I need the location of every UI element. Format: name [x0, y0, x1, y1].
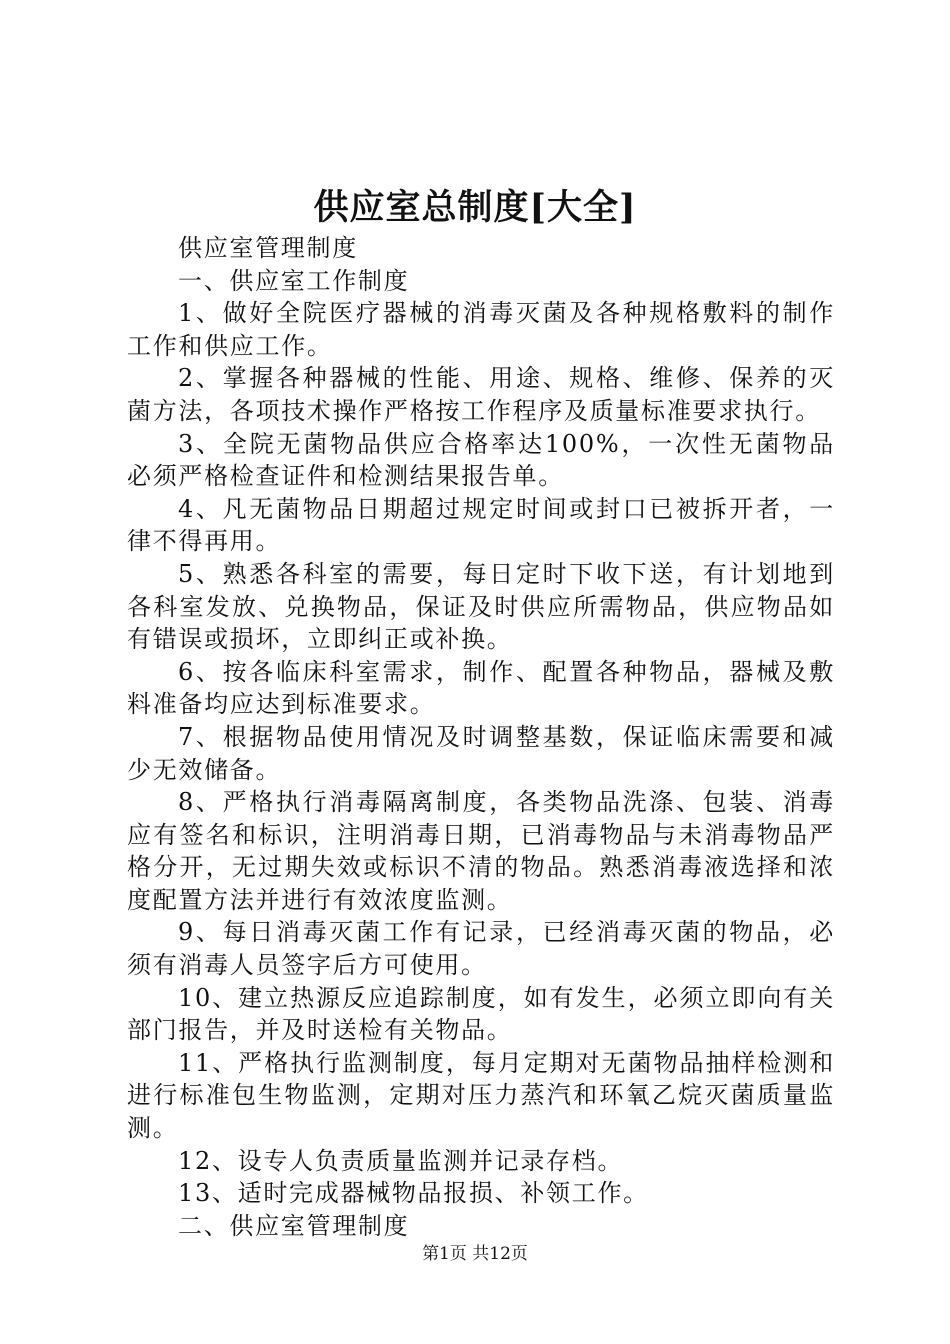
rule-item-11: 11、严格执行监测制度，每月定期对无菌物品抽样检测和进行标准包生物监测，定期对压力蒸汽和环氧乙烷灭菌质量监测。	[127, 1048, 835, 1143]
rule-item-2: 2、掌握各种器械的性能、用途、规格、维修、保养的灭菌方法，各项技术操作严格按工作程序及质量标准要求执行。	[127, 364, 835, 425]
section-heading-1: 一、供应室工作制度	[178, 266, 410, 295]
rule-item-6: 6、按各临床科室需求，制作、配置各种物品，器械及敷料准备均应达到标准要求。	[127, 657, 835, 719]
subtitle-paragraph: 供应室管理制度	[178, 234, 358, 262]
rule-item-5: 5、熟悉各科室的需要，每日定时下收下送，有计划地到各科室发放、兑换物品，保证及时供应所需物品，供应物品如有错误或损坏，立即纠正或补换。	[127, 559, 835, 654]
rule-item-3: 3、全院无菌物品供应合格率达100%，一次性无菌物品必须严格检查证件和检测结果报告单。	[127, 429, 835, 491]
rule-item-8: 8、严格执行消毒隔离制度，各类物品洗涤、包装、消毒应有签名和标识，注明消毒日期，已消毒物品与未消毒物品严格分开，无过期失效或标识不清的物品。熟悉消毒液选择和浓度配置方法并进行有效浓度监测。	[127, 788, 835, 914]
rule-item-9: 9、每日消毒灭菌工作有记录，已经消毒灭菌的物品，必须有消毒人员签字后方可使用。	[127, 918, 835, 980]
rule-item-10: 10、建立热源反应追踪制度，如有发生，必须立即向有关部门报告，并及时送检有关物品。	[127, 983, 835, 1045]
section-heading-2: 二、供应室管理制度	[178, 1211, 410, 1240]
page-number-footer: 第1页 共12页	[422, 1244, 528, 1264]
rule-item-7: 7、根据物品使用情况及时调整基数，保证临床需要和减少无效储备。	[127, 722, 835, 784]
document-body	[127, 232, 835, 1242]
rule-item-13: 13、适时完成器械物品报损、补领工作。	[178, 1179, 649, 1208]
rule-item-4: 4、凡无菌物品日期超过规定时间或封口已被拆开者，一律不得再用。	[127, 494, 835, 556]
rule-item-1: 1、做好全院医疗器械的消毒灭菌及各种规格敷料的制作工作和供应工作。	[127, 299, 835, 360]
document-title: 供应室总制度[大全]	[313, 187, 637, 228]
rule-item-12: 12、设专人负责质量监测并记录存档。	[178, 1146, 624, 1175]
